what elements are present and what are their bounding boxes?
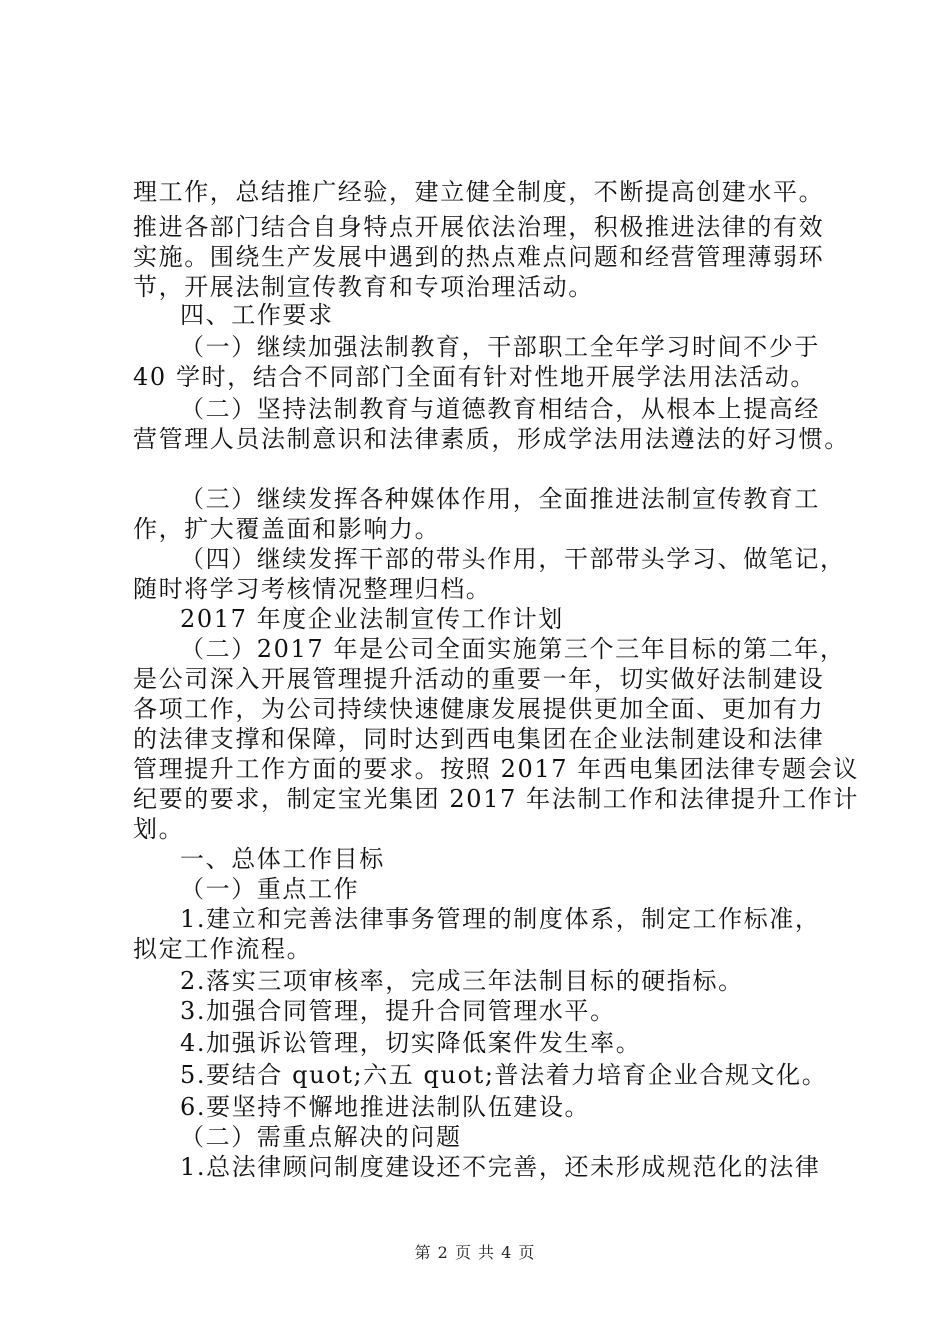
text-line: 节，开展法制宣传教育和专项治理活动。 bbox=[133, 273, 594, 301]
text-line: （二）坚持法制教育与道德教育相结合，从根本上提高经 bbox=[180, 395, 820, 423]
text-line: 纪要的要求，制定宝光集团 2017 年法制工作和法律提升工作计 bbox=[133, 785, 859, 813]
subsection-heading: （一）重点工作 bbox=[180, 875, 360, 903]
document-title: 2017 年度企业法制宣传工作计划 bbox=[180, 605, 564, 633]
page-number-footer: 第 2 页 共 4 页 bbox=[414, 1243, 536, 1262]
text-line: （四）继续发挥干部的带头作用，干部带头学习、做笔记， bbox=[180, 545, 846, 573]
section-heading: 一、总体工作目标 bbox=[180, 845, 385, 873]
text-line: （三）继续发挥各种媒体作用，全面推进法制宣传教育工 bbox=[180, 485, 820, 513]
text-line: 管理提升工作方面的要求。按照 2017 年西电集团法律专题会议 bbox=[133, 755, 859, 783]
text-line: （一）继续加强法制教育，干部职工全年学习时间不少于 bbox=[180, 333, 820, 361]
text-line: 理工作，总结推广经验，建立健全制度，不断提高创建水平。 bbox=[133, 178, 825, 206]
text-line: 的法律支撑和保障，同时达到西电集团在企业法制建设和法律 bbox=[133, 725, 825, 753]
list-item: 6.要坚持不懈地推进法制队伍建设。 bbox=[180, 1093, 591, 1121]
list-item: 2.落实三项审核率，完成三年法制目标的硬指标。 bbox=[180, 967, 744, 995]
text-line: 推进各部门结合自身特点开展依法治理，积极推进法律的有效 bbox=[133, 213, 825, 241]
text-line: 40 学时，结合不同部门全面有针对性地开展学法用法活动。 bbox=[133, 363, 816, 391]
text-line: 划。 bbox=[133, 815, 185, 843]
text-line: 实施。围绕生产发展中遇到的热点难点问题和经营管理薄弱环 bbox=[133, 243, 825, 271]
section-heading: 四、工作要求 bbox=[180, 301, 334, 329]
text-line: 各项工作，为公司持续快速健康发展提供更加全面、更加有力 bbox=[133, 695, 825, 723]
text-line: 拟定工作流程。 bbox=[133, 935, 313, 963]
list-item: 1.建立和完善法律事务管理的制度体系，制定工作标准， bbox=[180, 905, 821, 933]
text-line: （二）2017 年是公司全面实施第三个三年目标的第二年， bbox=[180, 635, 846, 663]
subsection-heading: （二）需重点解决的问题 bbox=[180, 1123, 462, 1151]
list-item: 1.总法律顾问制度建设还不完善，还未形成规范化的法律 bbox=[180, 1153, 821, 1181]
list-item: 3.加强合同管理，提升合同管理水平。 bbox=[180, 997, 616, 1025]
text-line: 是公司深入开展管理提升活动的重要一年，切实做好法制建设 bbox=[133, 665, 825, 693]
text-line: 营管理人员法制意识和法律素质，形成学法用法遵法的好习惯。 bbox=[133, 425, 850, 453]
text-line: 随时将学习考核情况整理归档。 bbox=[133, 575, 492, 603]
list-item: 5.要结合 quot;六五 quot;普法着力培育企业合规文化。 bbox=[180, 1061, 828, 1089]
list-item: 4.加强诉讼管理，切实降低案件发生率。 bbox=[180, 1029, 642, 1057]
text-line: 作，扩大覆盖面和影响力。 bbox=[133, 515, 441, 543]
